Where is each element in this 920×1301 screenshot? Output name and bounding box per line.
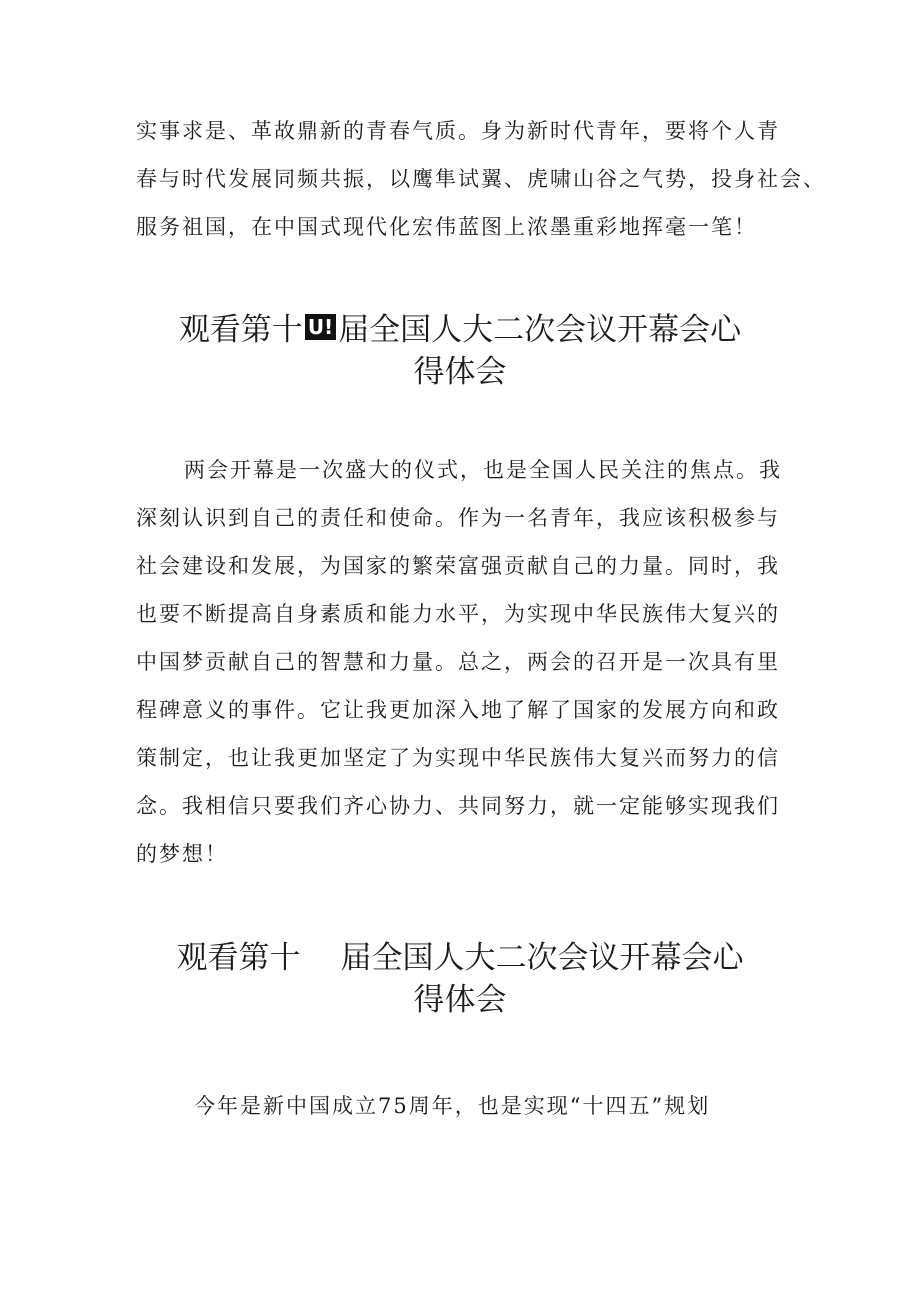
heading-line-1	[120, 309, 800, 351]
paragraph-line: 深刻认识到自己的责任和使命。作为一名青年，我应该积极参与	[136, 506, 780, 530]
paragraph-line: 服务祖国，在中国式现代化宏伟蓝图上浓墨重彩地挥毫一笔！	[136, 215, 757, 239]
heading-line-1	[120, 937, 800, 979]
paragraph-line: 程碑意义的事件。它让我更加深入地了解了国家的发展方向和政	[136, 698, 780, 722]
paragraph-line: 也要不断提高自身素质和能力水平，为实现中华民族伟大复兴的	[136, 602, 780, 626]
paragraph-line: 中国梦贡献自己的智慧和力量。总之，两会的召开是一次具有里	[136, 650, 780, 674]
paragraph-line: 春与时代发展同频共振，以鹰隼试翼、虎啸山谷之气势，投身社会、	[136, 167, 826, 191]
paragraph-line: 实事求是、革故鼎新的青春气质。身为新时代青年，要将个人青	[136, 119, 780, 143]
paragraph-line: 今年是新中国成立75周年，也是实现“十四五”规划	[194, 1094, 711, 1118]
garbled-glyph-mark: U!	[305, 314, 336, 340]
paragraph-line: 的梦想！	[136, 842, 228, 866]
paragraph-top	[136, 107, 826, 251]
heading-line-2: 得体会	[413, 354, 507, 390]
paragraph-line: 两会开幕是一次盛大的仪式，也是全国人民关注的焦点。我	[184, 458, 782, 482]
heading-text-before: 观看第十	[176, 940, 301, 976]
heading-line-2: 得体会	[413, 982, 507, 1018]
paragraph-line: 念。我相信只要我们齐心协力、共同努力，就一定能够实现我们	[136, 794, 780, 818]
heading-text-after: 届全国人大二次会议开幕会心	[338, 312, 742, 348]
section-heading-1	[120, 309, 800, 393]
section-heading-2	[120, 937, 800, 1021]
paragraph-2	[136, 1082, 796, 1130]
paragraph-1	[136, 446, 796, 878]
heading-text-before: 观看第十	[178, 312, 303, 348]
paragraph-line: 社会建设和发展，为国家的繁荣富强贡献自己的力量。同时，我	[136, 554, 780, 578]
paragraph-line: 策制定，也让我更加坚定了为实现中华民族伟大复兴而努力的信	[136, 746, 780, 770]
heading-text-after: 届全国人大二次会议开幕会心	[340, 940, 744, 976]
